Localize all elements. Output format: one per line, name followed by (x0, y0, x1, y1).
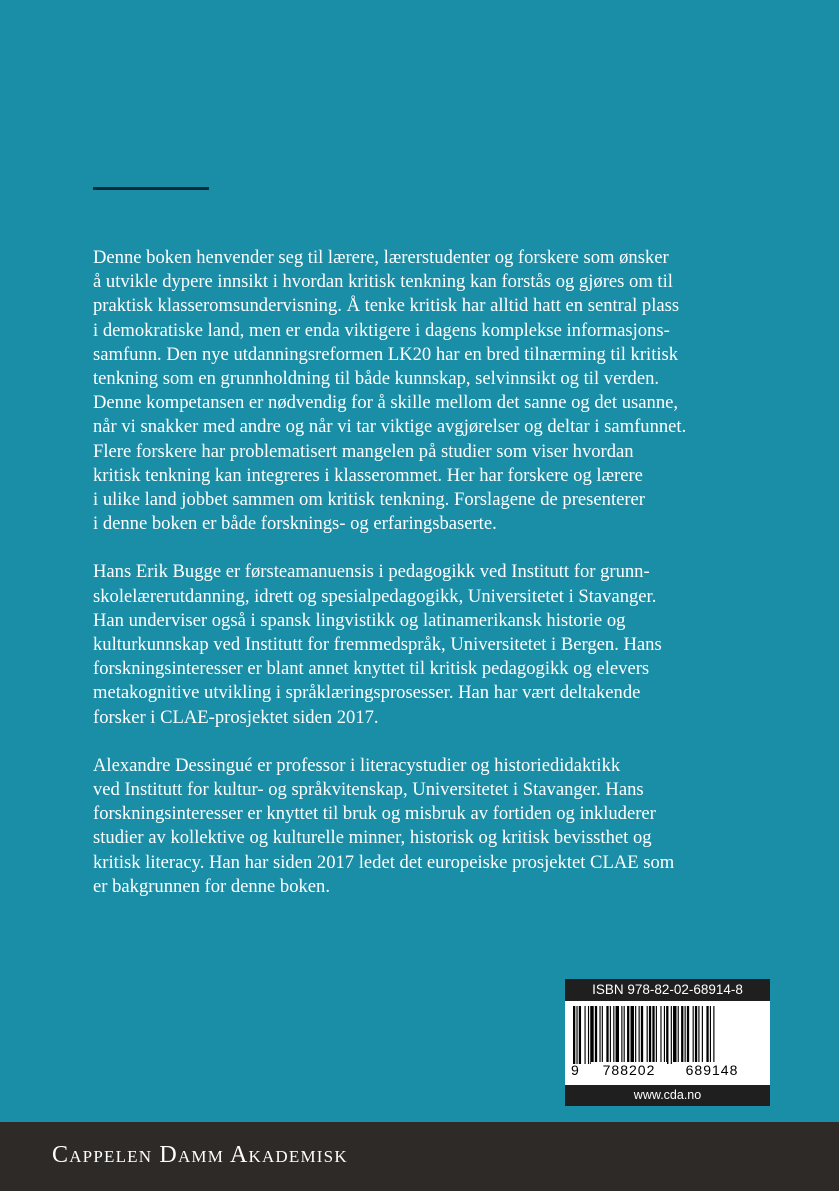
barcode-bar (678, 1006, 679, 1064)
barcode-bar (710, 1006, 711, 1064)
barcode-bar (579, 1006, 581, 1064)
text-line: Han underviser også i spansk lingvistikk og latinamerikansk historie og (93, 609, 626, 631)
paragraph (93, 246, 753, 536)
text-line: skolelærerutdanning, idrett og spesialpedagogikk, Universitetet i Stavanger. (93, 585, 657, 607)
barcode-bar (698, 1006, 699, 1064)
decorative-rule (93, 187, 209, 190)
isbn-label: ISBN 978-82-02-68914-8 (565, 979, 770, 1001)
text-line: i denne boken er både forsknings- og erfaringsbaserte. (93, 513, 497, 535)
text-line: Flere forskere har problematisert mangelen på studier som viser hvordan (93, 440, 634, 462)
barcode-bar (602, 1006, 603, 1064)
paragraph (93, 560, 753, 729)
barcode-digits-right: 689148 (673, 1062, 751, 1078)
text-line: tenkning som en grunnholdning til både kunnskap, selvinnsikt og til verden. (93, 368, 660, 390)
text-line: ved Institutt for kultur- og språkvitenskap, Universitetet i Stavanger. Hans (93, 779, 644, 801)
barcode-bar (606, 1006, 608, 1064)
barcode-bar (666, 1006, 668, 1064)
barcode-bars (573, 1006, 763, 1064)
barcode-bar (610, 1006, 611, 1064)
barcode-bar (649, 1006, 651, 1064)
barcode-bar (588, 1006, 589, 1064)
barcode-bar (635, 1006, 636, 1064)
barcode-bar (693, 1006, 694, 1064)
back-cover-text (93, 246, 753, 923)
text-line: når vi snakker med andre og når vi tar viktige avgjørelser og deltar i samfunnet. (93, 416, 687, 438)
barcode-bar (627, 1006, 629, 1064)
text-line: Denne kompetansen er nødvendig for å skille mellom det sanne og det usanne, (93, 392, 679, 414)
paragraph (93, 754, 753, 899)
barcode-bar (656, 1006, 657, 1064)
barcode-bar (687, 1006, 689, 1064)
barcode-bar (624, 1006, 625, 1064)
barcode-bar (681, 1006, 683, 1064)
barcode-bar (585, 1006, 586, 1064)
text-line: kritisk tenkning kan integreres i klasserommet. Her har forskere og lærere (93, 464, 643, 486)
barcode-bar (621, 1006, 622, 1064)
text-line: metakognitive utvikling i språklæringsprosesser. Han har vært deltakende (93, 682, 641, 704)
barcode-bar (664, 1006, 665, 1064)
barcode-bar (573, 1006, 575, 1064)
barcode-bar (639, 1006, 640, 1064)
barcode-bar (713, 1006, 714, 1064)
barcode-bar (702, 1006, 703, 1064)
text-line: praktisk klasseromsundervisning. Å tenke kritisk har alltid hatt en sentral plass (93, 295, 680, 317)
barcode-bar (616, 1006, 619, 1064)
text-line: å utvikle dypere innsikt i hvordan kritisk tenkning kan forstås og gjøres om til (93, 271, 673, 293)
text-line: Denne boken henvender seg til lærere, lærerstudenter og forskere som ønsker (93, 247, 669, 268)
text-line: kritisk literacy. Han har siden 2017 ledet det europeiske prosjektet CLAE som (93, 851, 675, 873)
barcode-bar (652, 1006, 654, 1064)
barcode-bar (647, 1006, 648, 1064)
barcode-bar (641, 1006, 643, 1064)
barcode-bar (671, 1006, 672, 1064)
barcode-bar (685, 1006, 686, 1064)
publisher-name: Cappelen Damm Akademisk (52, 1142, 348, 1168)
text-line: Alexandre Dessingué er professor i literacystudier og historiedidaktikk (93, 754, 621, 776)
barcode-bar (631, 1006, 634, 1064)
barcode-digit-lead: 9 (571, 1062, 579, 1078)
barcode-bar (595, 1006, 597, 1064)
text-line: kulturkunnskap ved Institutt for fremmedspråk, Universitetet i Bergen. Hans (93, 634, 662, 656)
barcode-bar (695, 1006, 697, 1064)
barcode-bar (706, 1006, 708, 1064)
barcode-bar (660, 1006, 661, 1064)
barcode-bar (613, 1006, 614, 1064)
text-line: i demokratiske land, men er enda viktigere i dagens komplekse informasjons- (93, 319, 670, 341)
publisher-footer (0, 1122, 839, 1191)
barcode-digits-left: 788202 (591, 1062, 667, 1078)
isbn-barcode (565, 979, 770, 1106)
barcode-bar (599, 1006, 600, 1064)
text-line: Hans Erik Bugge er førsteamanuensis i pedagogikk ved Institutt for grunn- (93, 561, 650, 583)
text-line: forsker i CLAE-prosjektet siden 2017. (93, 706, 379, 728)
text-line: studier av kollektive og kulturelle minner, historisk og kritisk bevissthet og (93, 827, 652, 849)
text-line: samfunn. Den nye utdanningsreformen LK20 har en bred tilnærming til kritisk (93, 343, 679, 365)
text-line: i ulike land jobbet sammen om kritisk tenkning. Forslagene de presenterer (93, 489, 645, 511)
barcode-bar (576, 1006, 577, 1064)
text-line: forskningsinteresser er blant annet knyttet til kritisk pedagogikk og elevers (93, 658, 650, 680)
publisher-url: www.cda.no (565, 1085, 770, 1106)
text-line: forskningsinteresser er knyttet til bruk og misbruk av fortiden og inkluderer (93, 803, 656, 825)
barcode-bar (673, 1006, 676, 1064)
barcode-bar (590, 1006, 593, 1064)
text-line: er bakgrunnen for denne boken. (93, 875, 330, 897)
